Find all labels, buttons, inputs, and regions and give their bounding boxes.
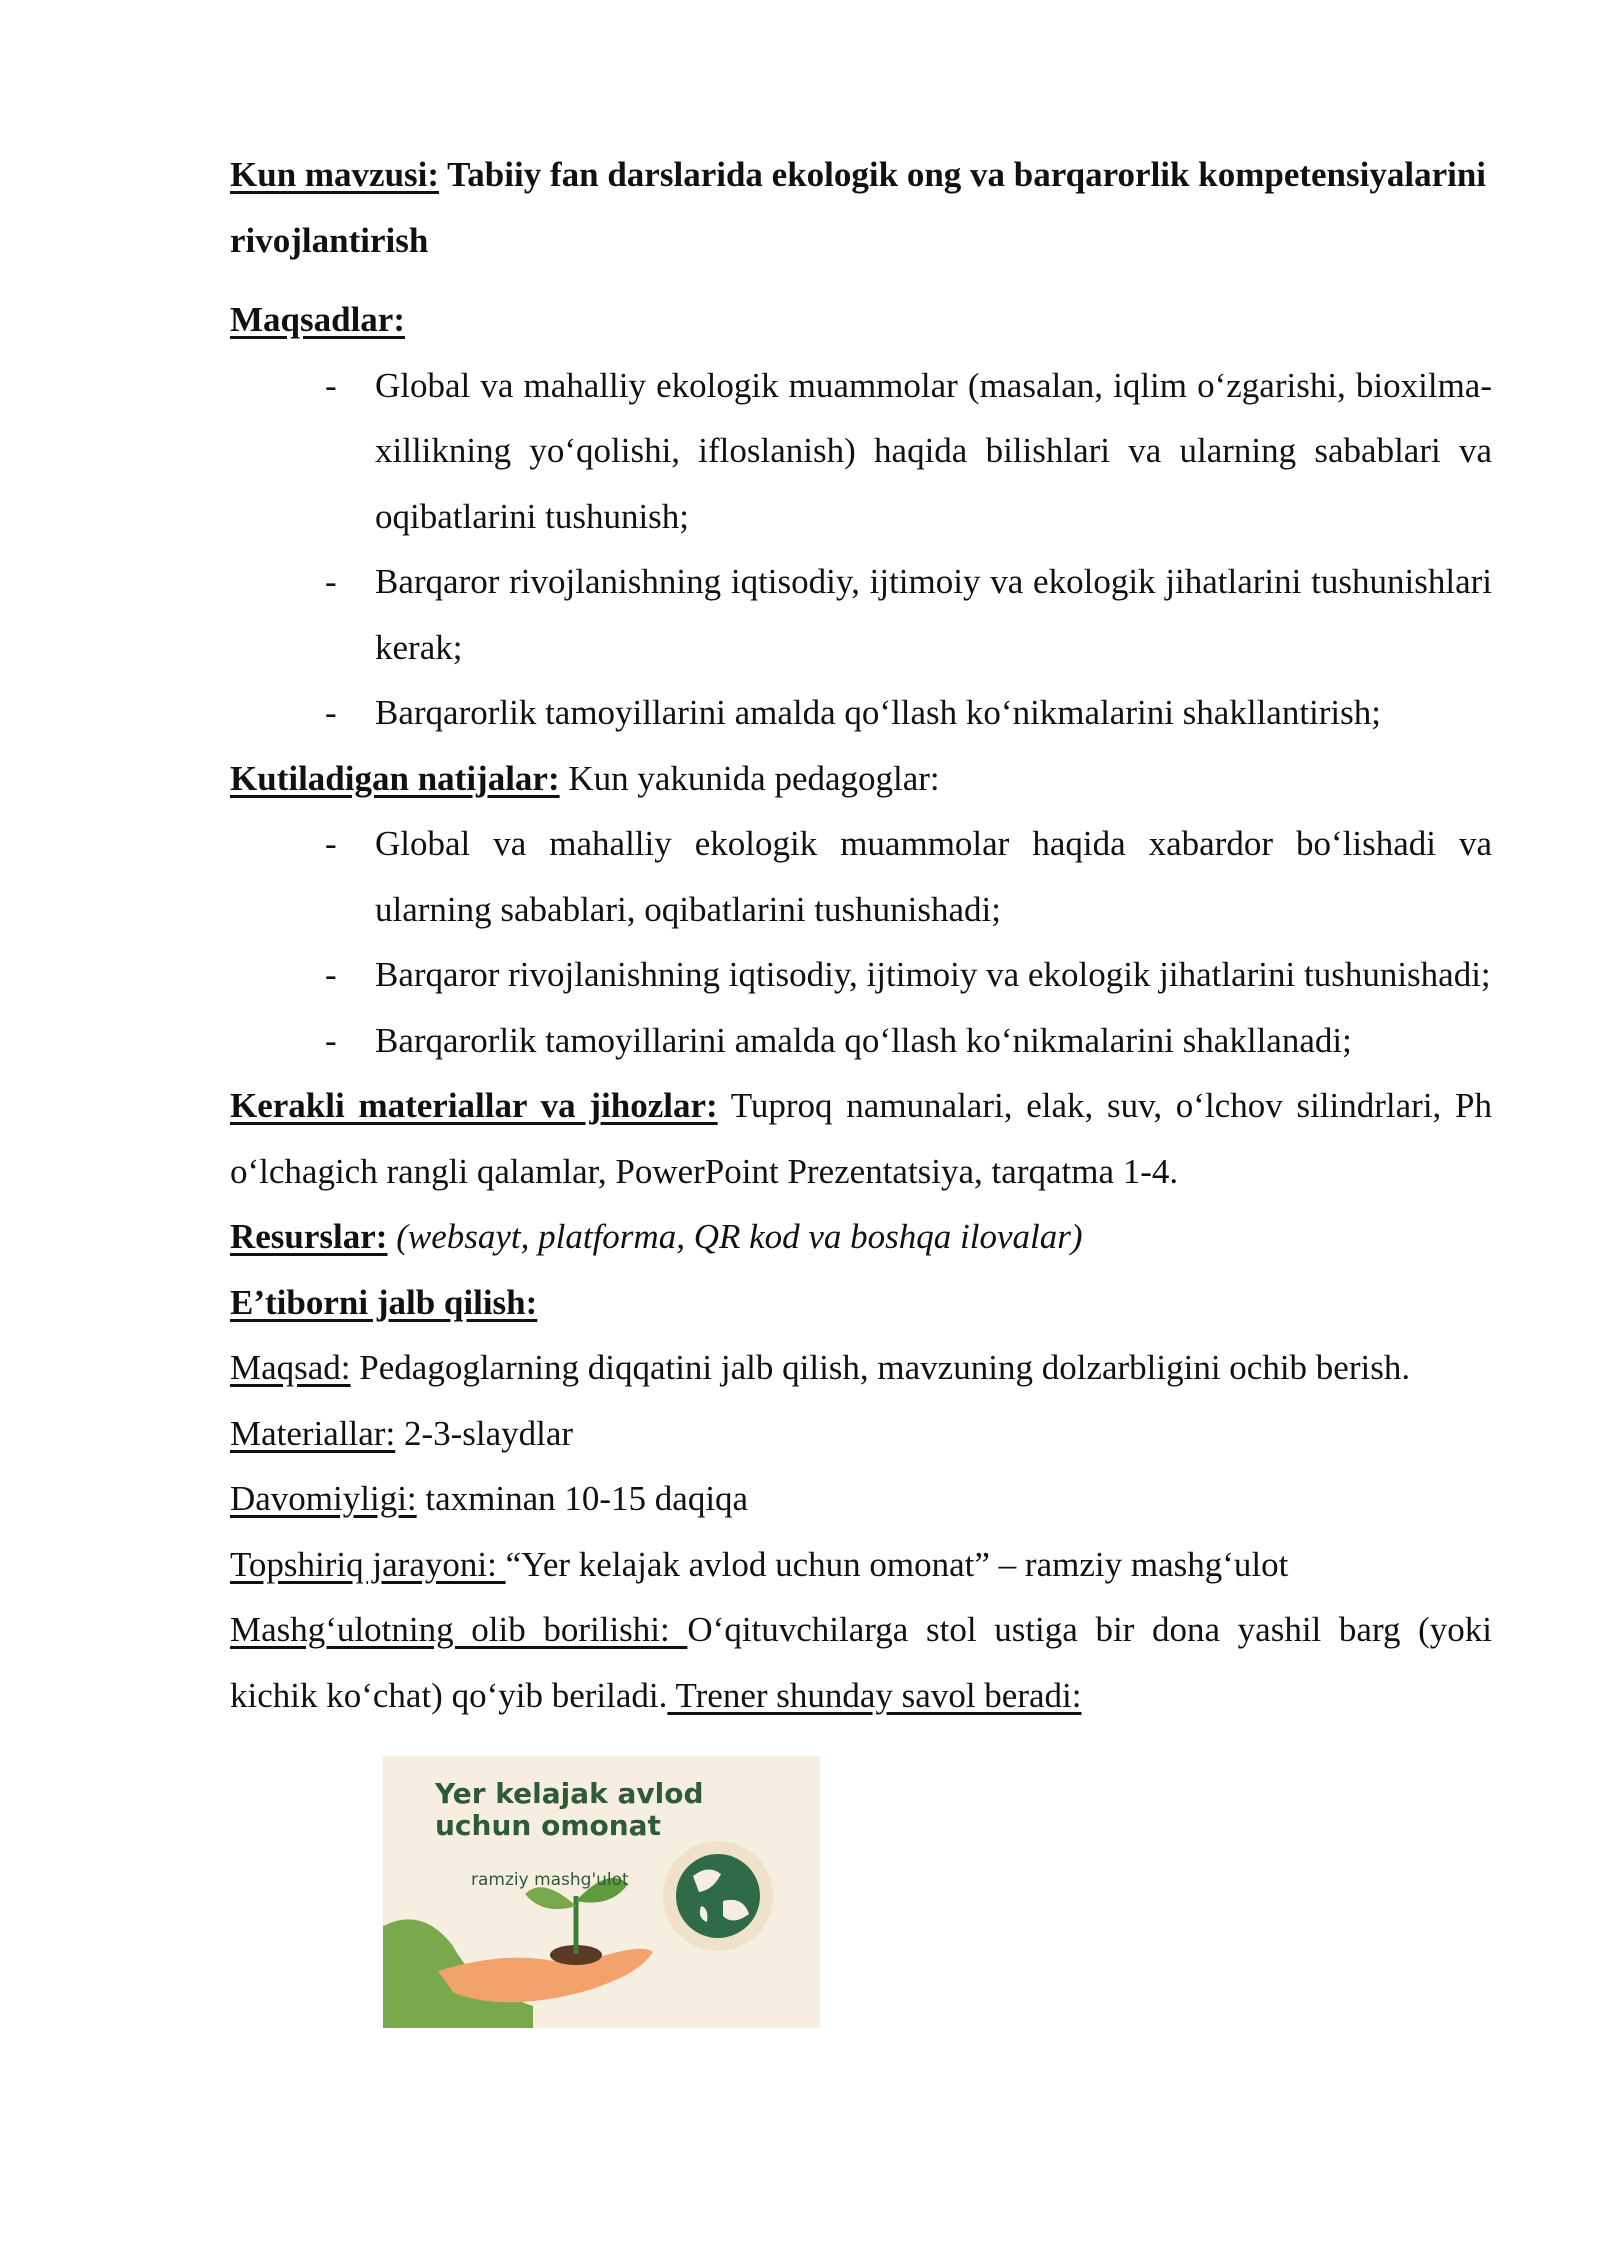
- list-item: [230, 942, 1492, 1008]
- outcome-item-text: Barqaror rivojlanishning iqtisodiy, ijtimoiy va ekologik jihatlarini tushunishadi;: [375, 955, 1491, 994]
- goal-item-text: Barqarorlik tamoyillarini amalda qoʻllash koʻnikmalarini shakllantirish;: [375, 693, 1381, 732]
- dash-mark: -: [325, 562, 337, 601]
- outcomes-paragraph: [230, 746, 1492, 812]
- hand-icon: [438, 1949, 653, 2002]
- exercise-paragraph: [230, 1597, 1492, 1728]
- resources-text: (websayt, platforma, QR kod va boshqa ilovalar): [387, 1217, 1083, 1256]
- list-item: [230, 1008, 1492, 1074]
- resources-label: Resurslar:: [230, 1217, 388, 1256]
- day-topic: [230, 142, 1492, 273]
- materials-paragraph: [230, 1073, 1492, 1204]
- resources-paragraph: [230, 1204, 1492, 1270]
- slides-label: Materiallar:: [230, 1413, 396, 1453]
- illustration-title-line: Yer kelajak avlod: [435, 1777, 704, 1810]
- list-item: [230, 680, 1492, 746]
- outcome-item-text: Global va mahalliy ekologik muammolar haqida xabardor boʻlishadi va ularning sabablari, oqibatlarini tushunishadi;: [375, 824, 1492, 929]
- duration-paragraph: [230, 1466, 1492, 1532]
- goal-label: Maqsad:: [230, 1348, 351, 1387]
- slides-paragraph: [230, 1401, 1492, 1467]
- goals-list: [230, 353, 1492, 746]
- dash-mark: -: [325, 693, 337, 732]
- globe-icon: [676, 1854, 760, 1938]
- list-item: [230, 353, 1492, 550]
- document-content: [230, 142, 1492, 2028]
- attention-label: E’tiborni jalb qilish:: [230, 1282, 538, 1322]
- illustration-subtitle: ramziy mashg'ulot: [471, 1870, 629, 1890]
- goal-item-text: Global va mahalliy ekologik muammolar (masalan, iqlim oʻzgarishi, bioxilma-xillikning yoʻqolishi, ifloslanish) haqida bilishlari va ularning sabablari va oqibatlarini tushunish;: [375, 365, 1492, 536]
- attention-heading: [230, 1270, 1492, 1336]
- outcomes-text: Kun yakunida pedagoglar:: [559, 758, 940, 798]
- exercise-label: Mashgʻulotning olib borilishi:: [230, 1610, 688, 1649]
- dash-mark: -: [325, 955, 337, 994]
- dash-mark: -: [325, 365, 337, 405]
- dash-mark: -: [325, 824, 337, 863]
- slides-text: 2-3-slaydlar: [395, 1413, 574, 1453]
- duration-text: taxminan 10-15 daqiqa: [416, 1479, 749, 1518]
- task-text: “Yer kelajak avlod uchun omonat” – ramziy mashgʻulot: [505, 1544, 1289, 1584]
- list-item: [230, 811, 1492, 942]
- list-item: [230, 549, 1492, 680]
- illustration-image: [383, 1756, 820, 2028]
- goal-text: Pedagoglarning diqqatini jalb qilish, mavzuning dolzarbligini ochib berish.: [350, 1348, 1411, 1387]
- goals-heading: [230, 287, 1492, 353]
- goals-label: Maqsadlar:: [230, 300, 405, 339]
- illustration-title-line: uchun omonat: [435, 1809, 661, 1842]
- materials-text: Tuproq namunalari, elak, suv, oʻlchov silindrlari, Ph oʻlchagich rangli qalamlar, PowerPoint Prezentatsiya, tarqatma 1-4.: [230, 1086, 1492, 1191]
- duration-label: Davomiyligi:: [230, 1479, 417, 1518]
- dash-mark: -: [325, 1020, 337, 1060]
- goal-paragraph: [230, 1335, 1492, 1401]
- materials-label: Kerakli materiallar va jihozlar:: [230, 1086, 718, 1125]
- outcome-item-text: Barqarorlik tamoyillarini amalda qoʻllash koʻnikmalarini shakllanadi;: [375, 1020, 1352, 1060]
- outcomes-list: [230, 811, 1492, 1073]
- task-paragraph: [230, 1532, 1492, 1598]
- day-topic-text: Tabiiy fan darslarida ekologik ong va barqarorlik kompetensiyalarini rivojlantirish: [230, 155, 1487, 260]
- task-label: Topshiriq jarayoni:: [230, 1544, 506, 1584]
- outcomes-label: Kutiladigan natijalar:: [230, 758, 560, 798]
- goal-item-text: Barqaror rivojlanishning iqtisodiy, ijtimoiy va ekologik jihatlarini tushunishlari kerak;: [375, 562, 1492, 667]
- exercise-text-end: Trener shunday savol beradi:: [667, 1675, 1082, 1715]
- illustration-title: [435, 1778, 704, 1842]
- day-topic-label: Kun mavzusi:: [230, 155, 440, 194]
- exercise-text: Oʻqituvchilarga stol ustiga bir dona yashil barg (yoki kichik koʻchat) qoʻyib beriladi.: [230, 1610, 1492, 1715]
